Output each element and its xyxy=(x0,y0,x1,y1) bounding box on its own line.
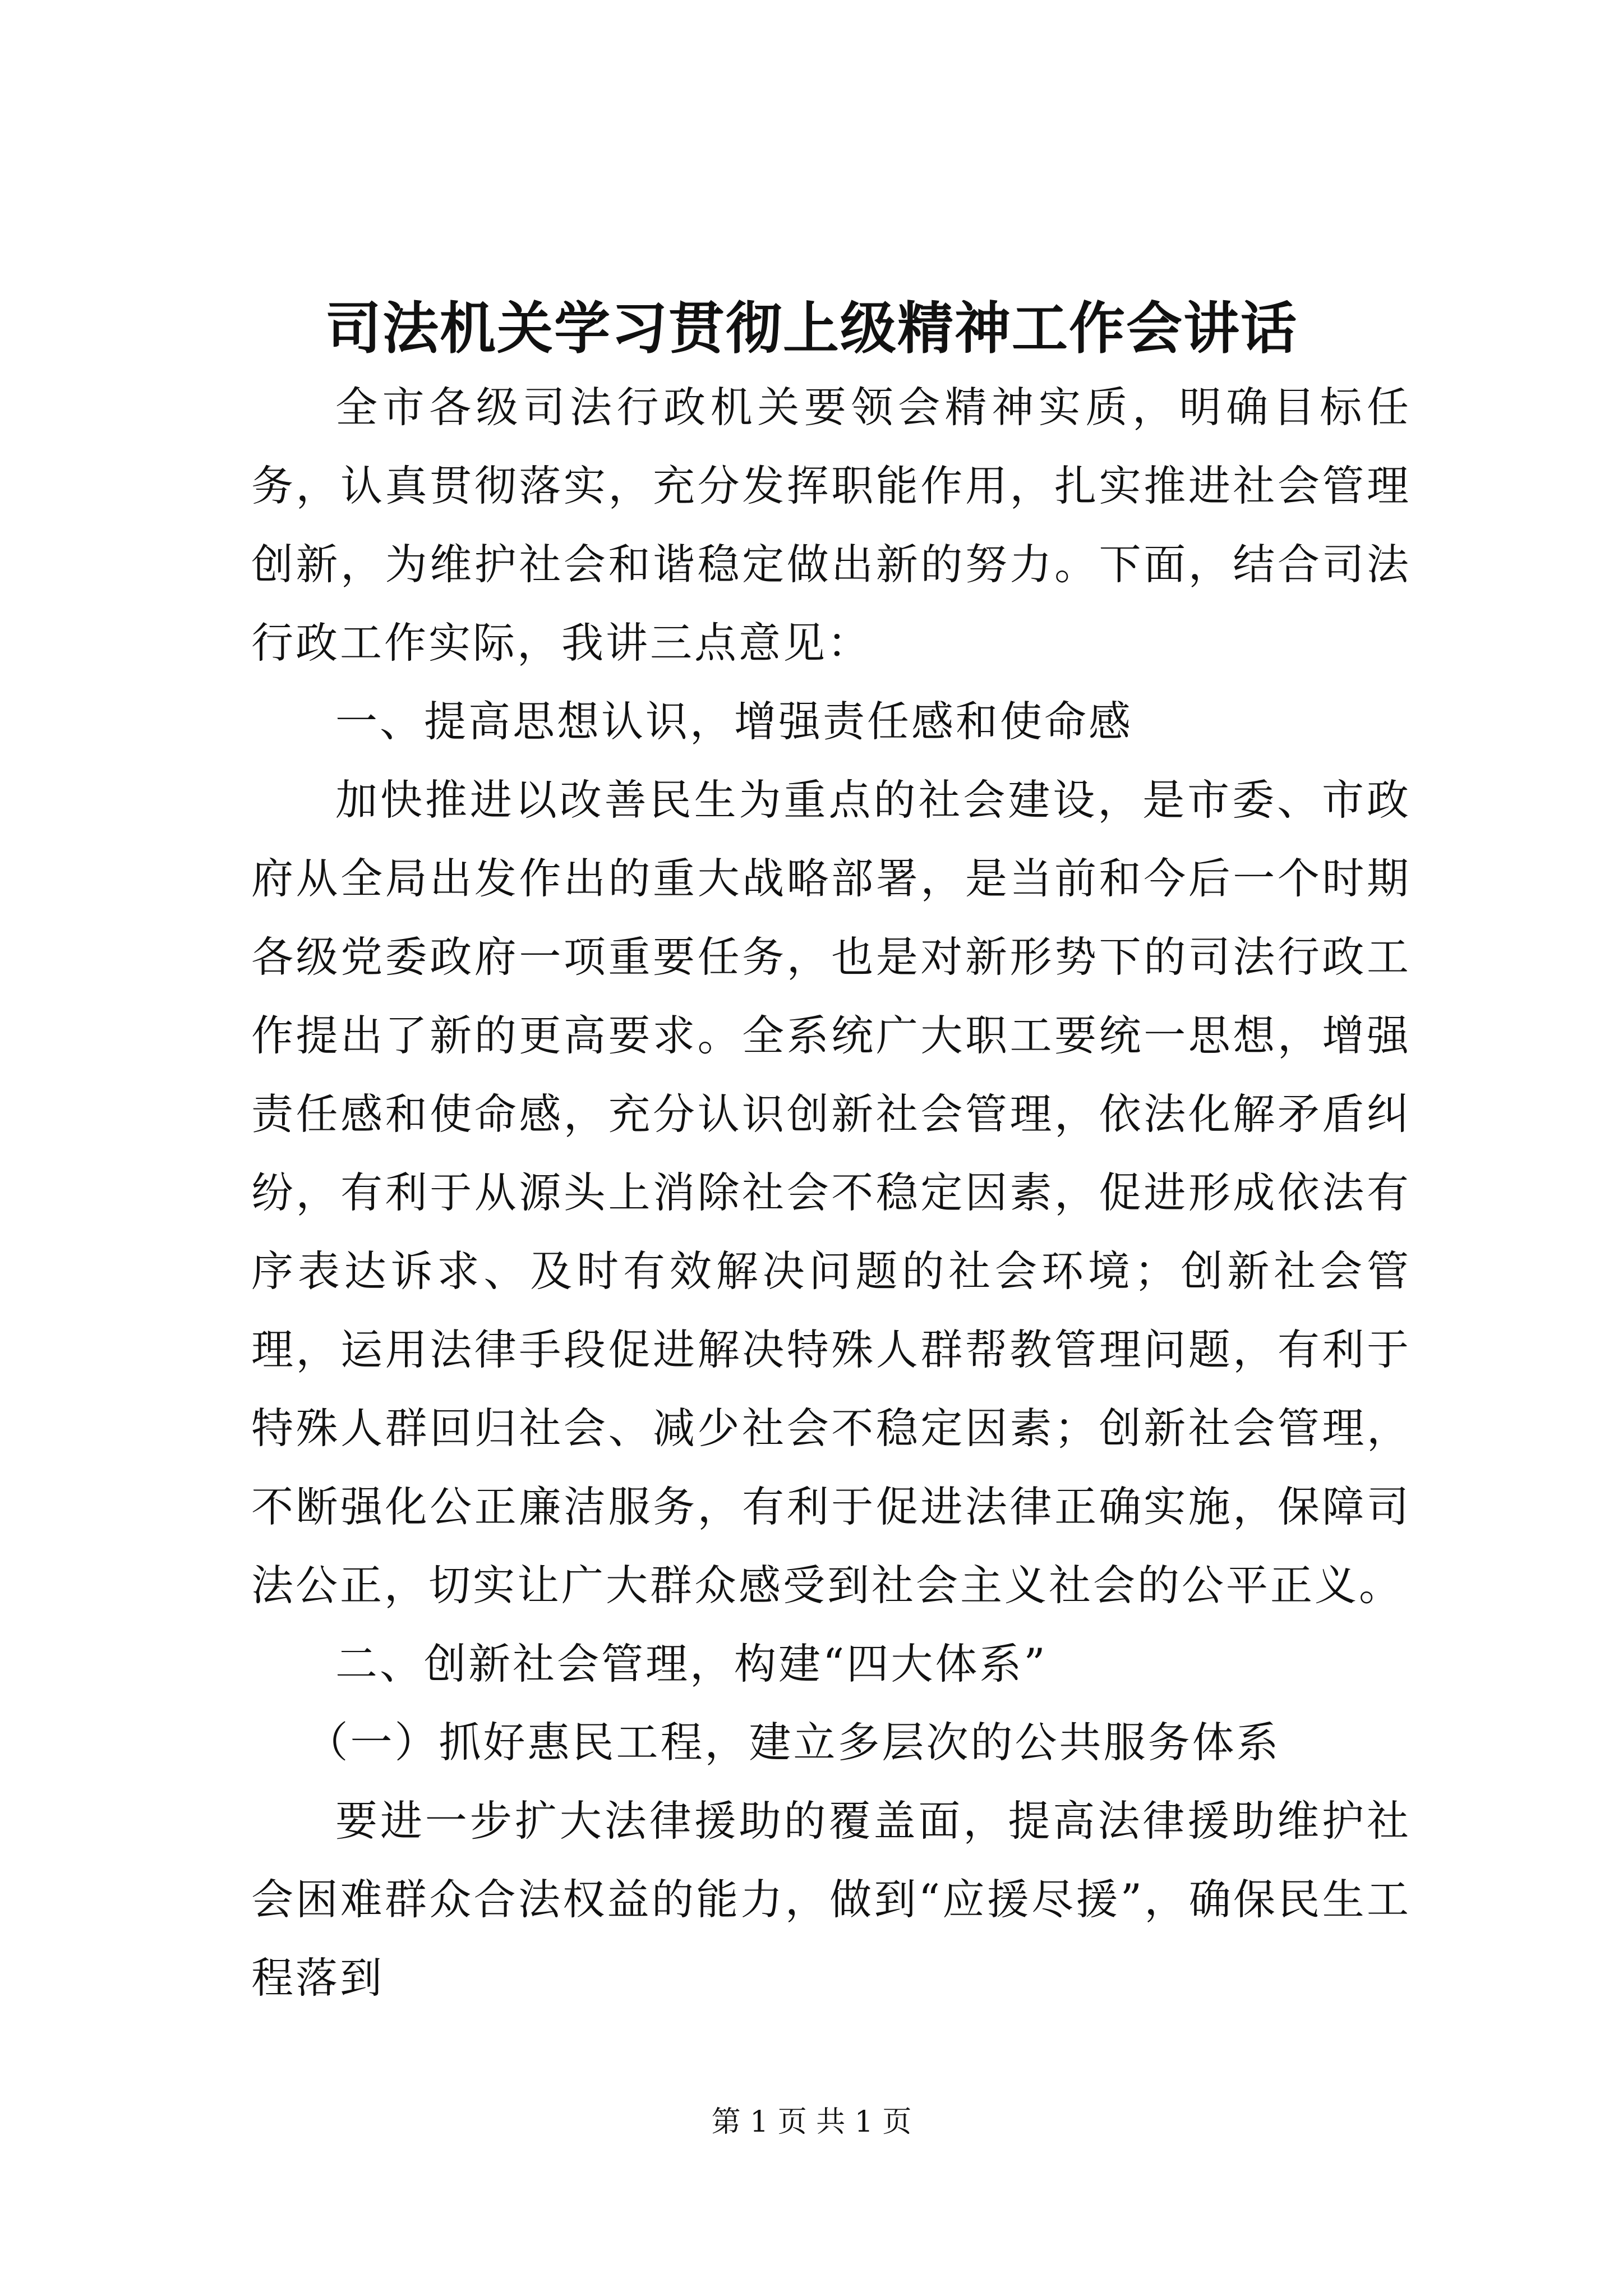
subsection-1-paragraph: 要进一步扩大法律援助的覆盖面，提高法律援助维护社会困难群众合法权益的能力，做到“应援尽援”，确保民生工程落到 xyxy=(251,1796,1411,2003)
section-heading-2: 二、创新社会管理，构建“四大体系” xyxy=(335,1639,1048,1688)
intro-paragraph: 全市各级司法行政机关要领会精神实质，明确目标任务，认真贯彻落实，充分发挥职能作用，扎实推进社会管理创新，为维护社会和谐稳定做出新的努力。下面，结合司法行政工作实际，我讲三点意见： xyxy=(251,383,1411,668)
subsection-heading-1: （一）抓好惠民工程，建立多层次的公共服务体系 xyxy=(306,1718,1281,1767)
page-number-footer: 第 1 页 共 1 页 xyxy=(711,2105,912,2139)
section-heading-1: 一、提高思想认识，增强责任感和使命感 xyxy=(335,697,1133,746)
section-1-paragraph: 加快推进以改善民生为重点的社会建设，是市委、市政府从全局出发作出的重大战略部署，是当前和今后一个时期各级党委政府一项重要任务，也是对新形势下的司法行政工作提出了新的更高要求。全系统广大职工要统一思想，增强责任感和使命感，充分认识创新社会管理，依法化解矛盾纠纷，有利于从源头上消除社会不稳定因素，促进形成依法有序表达诉求、及时有效解决问题的社会环境；创新社会管理，运用法律手段促进解决特殊人群帮教管理问题，有利于特殊人群回归社会、减少社会不稳定因素；创新社会管理，不断强化公正廉洁服务，有利于促进法律正确实施，保障司法公正，切实让广大群众感受到社会主义社会的公平正义。 xyxy=(251,775,1411,1610)
document-title: 司法机关学习贯彻上级精神工作会讲话 xyxy=(325,295,1298,361)
document-body xyxy=(251,368,1411,2017)
